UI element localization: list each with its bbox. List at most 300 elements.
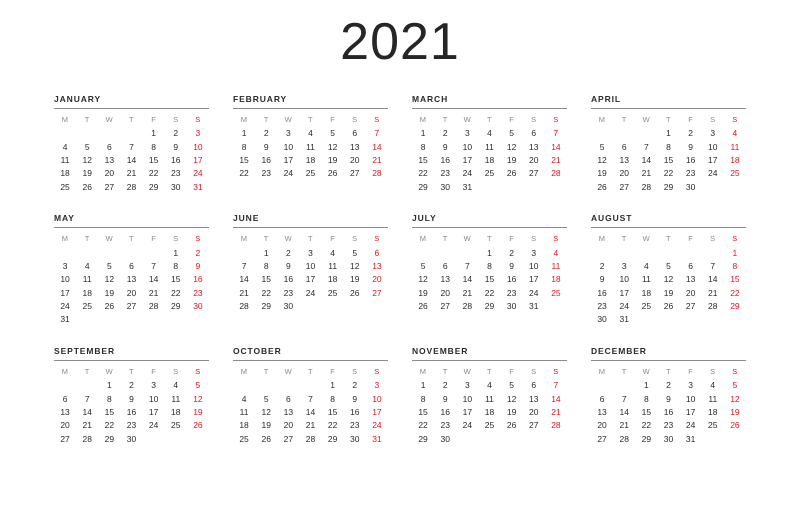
day-cell[interactable]: 19 <box>597 168 607 179</box>
day-cell[interactable]: 27 <box>372 287 382 298</box>
day-cell[interactable]: 4 <box>84 261 90 272</box>
day-cell[interactable]: 30 <box>440 181 450 192</box>
day-cell[interactable]: 9 <box>688 141 693 152</box>
day-cell[interactable]: 15 <box>484 274 495 285</box>
day-cell[interactable]: 18 <box>327 274 338 285</box>
day-cell[interactable]: 3 <box>308 247 313 258</box>
day-cell[interactable]: 3 <box>151 380 156 391</box>
day-cell[interactable]: 8 <box>666 141 671 152</box>
day-cell[interactable]: 30 <box>597 314 607 325</box>
day-cell[interactable]: 14 <box>551 393 561 404</box>
day-cell[interactable]: 23 <box>261 168 271 179</box>
day-cell[interactable]: 19 <box>82 168 92 179</box>
day-cell[interactable]: 5 <box>509 380 514 391</box>
day-cell[interactable]: 11 <box>485 141 494 152</box>
day-cell[interactable]: 8 <box>330 393 335 404</box>
day-cell[interactable]: 12 <box>350 261 360 272</box>
day-cell[interactable]: 11 <box>82 274 92 285</box>
day-cell[interactable]: 1 <box>263 247 269 258</box>
day-cell[interactable]: 5 <box>420 261 426 272</box>
day-cell[interactable]: 25 <box>484 168 495 179</box>
day-cell[interactable]: 6 <box>688 261 693 272</box>
day-cell[interactable]: 16 <box>597 287 607 298</box>
day-cell[interactable]: 12 <box>418 274 428 285</box>
day-cell[interactable]: 4 <box>330 247 335 258</box>
day-cell[interactable]: 11 <box>306 141 315 152</box>
day-cell[interactable]: 9 <box>442 393 448 404</box>
day-cell[interactable]: 7 <box>553 128 559 139</box>
day-cell[interactable]: 21 <box>462 287 473 298</box>
day-cell[interactable]: 25 <box>484 420 495 431</box>
day-cell[interactable]: 18 <box>305 154 316 165</box>
day-cell[interactable]: 31 <box>462 181 473 192</box>
day-cell[interactable]: 12 <box>82 154 92 165</box>
day-cell[interactable]: 25 <box>82 300 92 311</box>
day-cell[interactable]: 29 <box>641 433 652 444</box>
day-cell[interactable]: 1 <box>151 128 156 139</box>
day-cell[interactable]: 29 <box>663 181 674 192</box>
day-cell[interactable]: 13 <box>350 141 360 152</box>
day-cell[interactable]: 22 <box>663 168 674 179</box>
day-cell[interactable]: 4 <box>241 393 247 404</box>
day-cell[interactable]: 8 <box>420 141 426 152</box>
day-cell[interactable]: 28 <box>462 300 473 311</box>
day-cell[interactable]: 18 <box>82 287 92 298</box>
day-cell[interactable]: 25 <box>641 300 652 311</box>
day-cell[interactable]: 1 <box>420 380 426 391</box>
day-cell[interactable]: 10 <box>462 393 473 404</box>
day-cell[interactable]: 20 <box>597 420 607 431</box>
day-cell[interactable]: 2 <box>599 261 605 272</box>
day-cell[interactable]: 22 <box>239 168 249 179</box>
day-cell[interactable]: 7 <box>643 141 649 152</box>
day-cell[interactable]: 17 <box>619 287 629 298</box>
day-cell[interactable]: 15 <box>171 274 181 285</box>
day-cell[interactable]: 8 <box>173 261 179 272</box>
day-cell[interactable]: 5 <box>599 141 605 152</box>
day-cell[interactable]: 30 <box>506 300 517 311</box>
day-cell[interactable]: 20 <box>529 407 539 418</box>
day-cell[interactable]: 23 <box>663 420 674 431</box>
day-cell[interactable]: 6 <box>285 393 291 404</box>
day-cell[interactable]: 1 <box>487 247 492 258</box>
day-cell[interactable]: 16 <box>283 274 294 285</box>
day-cell[interactable]: 14 <box>641 154 652 165</box>
day-cell[interactable]: 10 <box>148 393 159 404</box>
day-cell[interactable]: 10 <box>708 141 718 152</box>
day-cell[interactable]: 9 <box>173 141 179 152</box>
day-cell[interactable]: 23 <box>440 420 450 431</box>
day-cell[interactable]: 3 <box>374 380 380 391</box>
day-cell[interactable]: 27 <box>529 420 539 431</box>
day-cell[interactable]: 17 <box>372 407 382 418</box>
day-cell[interactable]: 3 <box>285 128 291 139</box>
day-cell[interactable]: 14 <box>305 407 316 418</box>
day-cell[interactable]: 25 <box>551 287 561 298</box>
day-cell[interactable]: 24 <box>193 168 203 179</box>
day-cell[interactable]: 5 <box>666 261 671 272</box>
day-cell[interactable]: 26 <box>327 168 338 179</box>
day-cell[interactable]: 30 <box>350 433 360 444</box>
day-cell[interactable]: 16 <box>506 274 517 285</box>
day-cell[interactable]: 10 <box>372 393 382 404</box>
day-cell[interactable]: 29 <box>171 300 181 311</box>
day-cell[interactable]: 20 <box>283 420 294 431</box>
day-cell[interactable]: 31 <box>529 300 539 311</box>
day-cell[interactable]: 23 <box>350 420 360 431</box>
day-cell[interactable]: 22 <box>261 287 271 298</box>
day-cell[interactable]: 16 <box>663 407 674 418</box>
day-cell[interactable]: 5 <box>84 141 90 152</box>
day-cell[interactable]: 18 <box>730 154 740 165</box>
day-cell[interactable]: 2 <box>442 380 448 391</box>
day-cell[interactable]: 31 <box>619 314 629 325</box>
day-cell[interactable]: 21 <box>126 168 137 179</box>
day-cell[interactable]: 21 <box>551 407 561 418</box>
day-cell[interactable]: 10 <box>60 274 70 285</box>
day-cell[interactable]: 6 <box>374 247 380 258</box>
day-cell[interactable]: 6 <box>442 261 448 272</box>
day-cell[interactable]: 16 <box>685 154 696 165</box>
day-cell[interactable]: 3 <box>195 128 201 139</box>
day-cell[interactable]: 17 <box>193 154 203 165</box>
day-cell[interactable]: 23 <box>440 168 450 179</box>
day-cell[interactable]: 27 <box>685 300 696 311</box>
day-cell[interactable]: 13 <box>619 154 629 165</box>
day-cell[interactable]: 6 <box>621 141 627 152</box>
day-cell[interactable]: 20 <box>60 420 70 431</box>
day-cell[interactable]: 2 <box>285 247 291 258</box>
day-cell[interactable]: 17 <box>708 154 718 165</box>
day-cell[interactable]: 11 <box>328 261 338 272</box>
day-cell[interactable]: 16 <box>126 407 137 418</box>
day-cell[interactable]: 18 <box>708 407 718 418</box>
day-cell[interactable]: 25 <box>305 168 316 179</box>
day-cell[interactable]: 25 <box>708 420 718 431</box>
day-cell[interactable]: 9 <box>599 274 605 285</box>
day-cell[interactable]: 19 <box>663 287 674 298</box>
day-cell[interactable]: 18 <box>551 274 561 285</box>
day-cell[interactable]: 22 <box>171 287 181 298</box>
day-cell[interactable]: 7 <box>464 261 470 272</box>
day-cell[interactable]: 1 <box>173 247 179 258</box>
day-cell[interactable]: 9 <box>285 261 291 272</box>
day-cell[interactable]: 27 <box>529 168 539 179</box>
day-cell[interactable]: 16 <box>261 154 271 165</box>
day-cell[interactable]: 30 <box>685 181 696 192</box>
day-cell[interactable]: 21 <box>551 154 561 165</box>
day-cell[interactable]: 19 <box>730 407 740 418</box>
day-cell[interactable]: 25 <box>327 287 338 298</box>
day-cell[interactable]: 24 <box>148 420 159 431</box>
day-cell[interactable]: 30 <box>126 433 137 444</box>
day-cell[interactable]: 13 <box>283 407 294 418</box>
day-cell[interactable]: 15 <box>148 154 159 165</box>
day-cell[interactable]: 4 <box>487 128 492 139</box>
day-cell[interactable]: 14 <box>148 274 159 285</box>
day-cell[interactable]: 30 <box>171 181 181 192</box>
day-cell[interactable]: 29 <box>418 433 428 444</box>
day-cell[interactable]: 25 <box>730 168 740 179</box>
day-cell[interactable]: 24 <box>60 300 70 311</box>
day-cell[interactable]: 29 <box>730 300 740 311</box>
day-cell[interactable]: 4 <box>643 261 649 272</box>
day-cell[interactable]: 26 <box>82 181 92 192</box>
day-cell[interactable]: 12 <box>506 393 517 404</box>
day-cell[interactable]: 6 <box>599 393 605 404</box>
day-cell[interactable]: 19 <box>350 274 360 285</box>
day-cell[interactable]: 15 <box>327 407 338 418</box>
day-cell[interactable]: 19 <box>193 407 203 418</box>
day-cell[interactable]: 17 <box>305 274 316 285</box>
day-cell[interactable]: 23 <box>193 287 203 298</box>
day-cell[interactable]: 11 <box>239 407 249 418</box>
day-cell[interactable]: 22 <box>730 287 740 298</box>
day-cell[interactable]: 20 <box>104 168 115 179</box>
day-cell[interactable]: 24 <box>462 168 473 179</box>
day-cell[interactable]: 12 <box>506 141 517 152</box>
day-cell[interactable]: 30 <box>663 433 674 444</box>
day-cell[interactable]: 7 <box>241 261 247 272</box>
day-cell[interactable]: 22 <box>641 420 652 431</box>
day-cell[interactable]: 13 <box>104 154 115 165</box>
day-cell[interactable]: 20 <box>619 168 629 179</box>
day-cell[interactable]: 5 <box>106 261 112 272</box>
day-cell[interactable]: 21 <box>641 168 652 179</box>
day-cell[interactable]: 14 <box>239 274 249 285</box>
day-cell[interactable]: 11 <box>485 393 494 404</box>
day-cell[interactable]: 9 <box>442 141 448 152</box>
day-cell[interactable]: 28 <box>619 433 629 444</box>
day-cell[interactable]: 7 <box>308 393 313 404</box>
day-cell[interactable]: 14 <box>462 274 473 285</box>
day-cell[interactable]: 9 <box>666 393 671 404</box>
day-cell[interactable]: 12 <box>261 407 271 418</box>
day-cell[interactable]: 23 <box>171 168 181 179</box>
day-cell[interactable]: 8 <box>151 141 156 152</box>
day-cell[interactable]: 3 <box>464 380 470 391</box>
day-cell[interactable]: 29 <box>484 300 495 311</box>
day-cell[interactable]: 29 <box>104 433 115 444</box>
day-cell[interactable]: 12 <box>327 141 338 152</box>
day-cell[interactable]: 2 <box>263 128 269 139</box>
day-cell[interactable]: 21 <box>148 287 159 298</box>
day-cell[interactable]: 3 <box>710 128 716 139</box>
day-cell[interactable]: 26 <box>350 287 360 298</box>
day-cell[interactable]: 5 <box>509 128 514 139</box>
day-cell[interactable]: 16 <box>193 274 203 285</box>
day-cell[interactable]: 3 <box>621 261 627 272</box>
day-cell[interactable]: 26 <box>597 181 607 192</box>
day-cell[interactable]: 5 <box>352 247 358 258</box>
day-cell[interactable]: 17 <box>685 407 696 418</box>
day-cell[interactable]: 8 <box>732 261 738 272</box>
day-cell[interactable]: 10 <box>619 274 629 285</box>
day-cell[interactable]: 11 <box>551 261 561 272</box>
day-cell[interactable]: 13 <box>60 407 70 418</box>
day-cell[interactable]: 15 <box>641 407 652 418</box>
day-cell[interactable]: 15 <box>261 274 271 285</box>
day-cell[interactable]: 18 <box>641 287 652 298</box>
day-cell[interactable]: 22 <box>418 168 428 179</box>
day-cell[interactable]: 9 <box>129 393 134 404</box>
day-cell[interactable]: 16 <box>171 154 181 165</box>
day-cell[interactable]: 24 <box>305 287 316 298</box>
day-cell[interactable]: 7 <box>621 393 627 404</box>
day-cell[interactable]: 17 <box>148 407 159 418</box>
day-cell[interactable]: 7 <box>151 261 156 272</box>
day-cell[interactable]: 23 <box>685 168 696 179</box>
day-cell[interactable]: 10 <box>193 141 203 152</box>
day-cell[interactable]: 1 <box>643 380 649 391</box>
day-cell[interactable]: 22 <box>148 168 159 179</box>
day-cell[interactable]: 26 <box>506 168 517 179</box>
day-cell[interactable]: 6 <box>531 128 537 139</box>
day-cell[interactable]: 5 <box>330 128 335 139</box>
day-cell[interactable]: 27 <box>619 181 629 192</box>
day-cell[interactable]: 15 <box>418 154 428 165</box>
day-cell[interactable]: 23 <box>283 287 294 298</box>
day-cell[interactable]: 14 <box>82 407 92 418</box>
day-cell[interactable]: 21 <box>372 154 382 165</box>
day-cell[interactable]: 15 <box>239 154 249 165</box>
day-cell[interactable]: 14 <box>126 154 137 165</box>
day-cell[interactable]: 6 <box>531 380 537 391</box>
day-cell[interactable]: 19 <box>506 407 517 418</box>
day-cell[interactable]: 19 <box>261 420 271 431</box>
day-cell[interactable]: 14 <box>372 141 382 152</box>
day-cell[interactable]: 29 <box>261 300 271 311</box>
day-cell[interactable]: 27 <box>597 433 607 444</box>
day-cell[interactable]: 29 <box>327 433 338 444</box>
day-cell[interactable]: 20 <box>126 287 137 298</box>
day-cell[interactable]: 1 <box>420 128 426 139</box>
day-cell[interactable]: 27 <box>350 168 360 179</box>
day-cell[interactable]: 19 <box>327 154 338 165</box>
day-cell[interactable]: 6 <box>106 141 112 152</box>
day-cell[interactable]: 1 <box>330 380 335 391</box>
day-cell[interactable]: 13 <box>597 407 607 418</box>
day-cell[interactable]: 19 <box>506 154 517 165</box>
day-cell[interactable]: 20 <box>685 287 696 298</box>
day-cell[interactable]: 15 <box>663 154 674 165</box>
day-cell[interactable]: 20 <box>372 274 382 285</box>
day-cell[interactable]: 12 <box>193 393 203 404</box>
day-cell[interactable]: 19 <box>104 287 115 298</box>
day-cell[interactable]: 26 <box>418 300 428 311</box>
day-cell[interactable]: 8 <box>263 261 269 272</box>
day-cell[interactable]: 14 <box>708 274 718 285</box>
day-cell[interactable]: 13 <box>126 274 137 285</box>
day-cell[interactable]: 31 <box>372 433 382 444</box>
day-cell[interactable]: 24 <box>619 300 629 311</box>
day-cell[interactable]: 26 <box>193 420 203 431</box>
day-cell[interactable]: 27 <box>104 181 115 192</box>
day-cell[interactable]: 10 <box>685 393 696 404</box>
day-cell[interactable]: 8 <box>420 393 426 404</box>
day-cell[interactable]: 2 <box>173 128 179 139</box>
day-cell[interactable]: 2 <box>129 380 134 391</box>
day-cell[interactable]: 7 <box>374 128 380 139</box>
day-cell[interactable]: 4 <box>732 128 738 139</box>
day-cell[interactable]: 14 <box>551 141 561 152</box>
day-cell[interactable]: 2 <box>352 380 358 391</box>
day-cell[interactable]: 25 <box>60 181 70 192</box>
day-cell[interactable]: 22 <box>327 420 338 431</box>
day-cell[interactable]: 17 <box>462 407 473 418</box>
day-cell[interactable]: 4 <box>308 128 313 139</box>
day-cell[interactable]: 11 <box>641 274 651 285</box>
day-cell[interactable]: 4 <box>62 141 68 152</box>
day-cell[interactable]: 2 <box>666 380 671 391</box>
day-cell[interactable]: 6 <box>352 128 358 139</box>
day-cell[interactable]: 30 <box>440 433 450 444</box>
day-cell[interactable]: 21 <box>708 287 718 298</box>
day-cell[interactable]: 11 <box>708 393 718 404</box>
day-cell[interactable]: 10 <box>462 141 473 152</box>
day-cell[interactable]: 7 <box>84 393 90 404</box>
day-cell[interactable]: 28 <box>305 433 316 444</box>
day-cell[interactable]: 4 <box>487 380 492 391</box>
day-cell[interactable]: 25 <box>171 420 181 431</box>
day-cell[interactable]: 13 <box>529 393 539 404</box>
day-cell[interactable]: 20 <box>350 154 360 165</box>
day-cell[interactable]: 18 <box>239 420 249 431</box>
day-cell[interactable]: 16 <box>440 407 450 418</box>
day-cell[interactable]: 29 <box>418 181 428 192</box>
day-cell[interactable]: 13 <box>372 261 382 272</box>
day-cell[interactable]: 7 <box>553 380 559 391</box>
day-cell[interactable]: 29 <box>148 181 159 192</box>
day-cell[interactable]: 24 <box>283 168 294 179</box>
day-cell[interactable]: 28 <box>551 420 561 431</box>
day-cell[interactable]: 28 <box>708 300 718 311</box>
day-cell[interactable]: 5 <box>732 380 738 391</box>
day-cell[interactable]: 8 <box>241 141 247 152</box>
day-cell[interactable]: 21 <box>305 420 316 431</box>
day-cell[interactable]: 4 <box>173 380 179 391</box>
day-cell[interactable]: 28 <box>126 181 137 192</box>
day-cell[interactable]: 27 <box>60 433 70 444</box>
day-cell[interactable]: 19 <box>418 287 428 298</box>
day-cell[interactable]: 26 <box>506 420 517 431</box>
day-cell[interactable]: 12 <box>663 274 674 285</box>
day-cell[interactable]: 23 <box>506 287 517 298</box>
day-cell[interactable]: 28 <box>641 181 652 192</box>
day-cell[interactable]: 23 <box>126 420 137 431</box>
day-cell[interactable]: 7 <box>129 141 134 152</box>
day-cell[interactable]: 3 <box>531 247 537 258</box>
day-cell[interactable]: 4 <box>553 247 559 258</box>
day-cell[interactable]: 13 <box>685 274 696 285</box>
day-cell[interactable]: 17 <box>462 154 473 165</box>
day-cell[interactable]: 8 <box>643 393 649 404</box>
day-cell[interactable]: 21 <box>239 287 249 298</box>
day-cell[interactable]: 30 <box>193 300 203 311</box>
day-cell[interactable]: 28 <box>148 300 159 311</box>
day-cell[interactable]: 31 <box>193 181 203 192</box>
day-cell[interactable]: 24 <box>529 287 539 298</box>
day-cell[interactable]: 24 <box>685 420 696 431</box>
day-cell[interactable]: 15 <box>104 407 115 418</box>
day-cell[interactable]: 31 <box>60 314 70 325</box>
day-cell[interactable]: 28 <box>239 300 249 311</box>
day-cell[interactable]: 26 <box>261 433 271 444</box>
day-cell[interactable]: 17 <box>283 154 294 165</box>
day-cell[interactable]: 28 <box>372 168 382 179</box>
day-cell[interactable]: 6 <box>62 393 68 404</box>
day-cell[interactable]: 27 <box>283 433 294 444</box>
